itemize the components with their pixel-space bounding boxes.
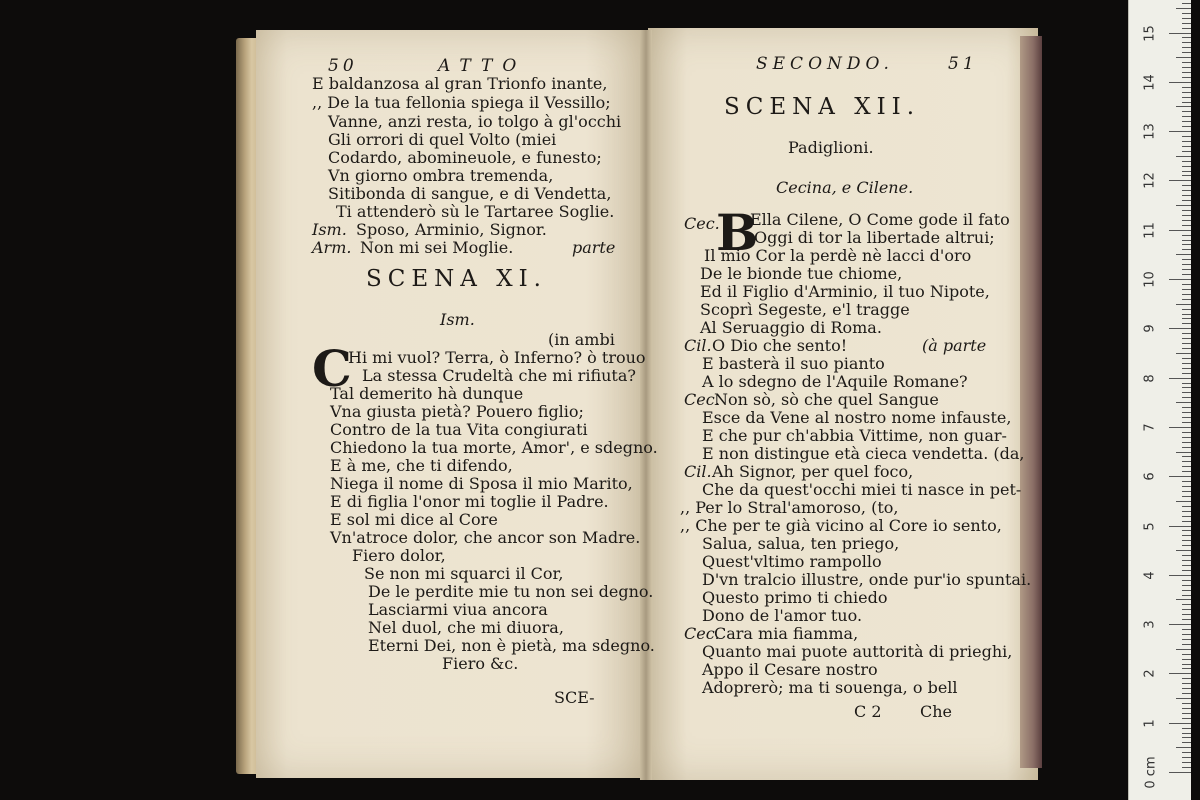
ruler-tick	[1182, 590, 1191, 591]
ruler-tick	[1182, 146, 1191, 147]
ruler-tick	[1182, 634, 1191, 635]
ruler-tick	[1182, 713, 1191, 714]
scene-characters: Cecina, e Cilene.	[776, 178, 914, 197]
setting: Padiglioni.	[788, 138, 874, 157]
ruler-tick	[1182, 422, 1191, 423]
cil-2-line-9: Dono de l'amor tuo.	[702, 606, 863, 625]
ruler-tick	[1182, 92, 1191, 93]
cil-1-line-2: E basterà il suo pianto	[702, 354, 885, 373]
ruler-tick	[1182, 294, 1191, 295]
aria-line-2: Se non mi squarci il Cor,	[364, 564, 564, 583]
ruler-tick	[1182, 752, 1191, 753]
left-character: Ism.	[440, 310, 475, 329]
ruler-tick	[1182, 225, 1191, 226]
cil-2-line-6: Quest'vltimo rampollo	[702, 552, 882, 571]
cil-2-line-4: ,, Che per te già vicino al Core io sento,	[680, 516, 1002, 535]
ruler-tick	[1176, 57, 1191, 58]
ruler-tick	[1182, 102, 1191, 103]
ruler-tick	[1182, 540, 1191, 541]
cil-2-line-2: Che da quest'occhi miei ti nasce in pet-	[702, 480, 1022, 499]
ruler-tick	[1182, 545, 1191, 546]
ruler-label: 2	[1142, 669, 1158, 679]
ruler-tick	[1182, 136, 1191, 137]
cec-3-line-4: Adoprerò; ma ti souenga, o bell	[702, 678, 958, 697]
ruler-tick	[1182, 235, 1191, 236]
ruler-tick	[1182, 190, 1191, 191]
aria-line-7: Fiero &c.	[442, 654, 519, 673]
ruler-tick	[1182, 215, 1191, 216]
ruler-tick	[1169, 575, 1191, 576]
ruler-label: 6	[1142, 472, 1158, 481]
ruler-tick	[1182, 244, 1191, 245]
ruler-tick	[1182, 323, 1191, 324]
ruler-tick	[1176, 698, 1191, 699]
measurement-ruler	[1128, 0, 1191, 800]
ruler-tick	[1169, 624, 1191, 625]
ruler-label: 15	[1142, 24, 1158, 42]
ruler-tick	[1182, 28, 1191, 29]
ruler-label: 9	[1142, 324, 1158, 333]
ruler-tick	[1182, 166, 1191, 167]
ruler-tick	[1182, 565, 1191, 566]
ruler-tick	[1182, 3, 1191, 4]
ruler-label: 11	[1142, 221, 1158, 239]
left-body-2: Vna giusta pietà? Pouero figlio;	[330, 402, 584, 421]
ruler-tick	[1182, 491, 1191, 492]
left-line-2: ,, De la tua fellonia spiega il Vessillo;	[312, 93, 611, 112]
cil-1-line-3: A lo sdegno de l'Aquile Romane?	[702, 372, 968, 391]
aside-in-ambi: (in ambi	[548, 330, 615, 349]
ruler-tick	[1176, 353, 1191, 354]
ruler-tick	[1182, 171, 1191, 172]
left-scene-heading: SCENA XI.	[366, 266, 547, 292]
left-running-head: ATTO	[438, 56, 527, 76]
ruler-tick	[1182, 555, 1191, 556]
ruler-tick	[1182, 737, 1191, 738]
left-page-number: 50	[328, 56, 358, 76]
left-line-5: Codardo, abomineuole, e funesto;	[328, 148, 602, 167]
ruler-tick	[1182, 595, 1191, 596]
cec-line-2: Non sò, sò che quel Sangue	[714, 390, 939, 409]
cil-line-1: O Dio che sento!	[712, 336, 848, 355]
cec-2-line-3: E che pur ch'abbia Vittime, non guar-	[702, 426, 1007, 445]
ruler-tick	[1182, 338, 1191, 339]
left-body-9: Vn'atroce dolor, che ancor son Madre.	[330, 528, 641, 547]
ruler-tick	[1182, 757, 1191, 758]
aria-line-3: De le perdite mie tu non sei degno.	[368, 582, 654, 601]
ruler-tick	[1182, 466, 1191, 467]
right-running-head: SECONDO.	[756, 54, 894, 74]
ruler-tick	[1169, 131, 1191, 132]
speaker-cec-3: Cec.	[684, 624, 720, 643]
ruler-tick	[1182, 570, 1191, 571]
ruler-tick	[1182, 585, 1191, 586]
ruler-tick	[1182, 506, 1191, 507]
ruler-tick	[1182, 87, 1191, 88]
ruler-tick	[1182, 111, 1191, 112]
right-cec-1-line-4: Scoprì Segeste, e'l tragge	[700, 300, 910, 319]
cec-2-line-4: E non distingue età cieca vendetta. (da,	[702, 444, 1025, 463]
ruler-tick	[1176, 106, 1191, 107]
ruler-tick	[1182, 703, 1191, 704]
ruler-tick	[1182, 175, 1191, 176]
ruler-tick	[1169, 328, 1191, 329]
ruler-tick	[1182, 77, 1191, 78]
ruler-tick	[1182, 47, 1191, 48]
ruler-tick	[1182, 62, 1191, 63]
ruler-tick	[1182, 314, 1191, 315]
ruler-tick	[1182, 259, 1191, 260]
ruler-tick	[1182, 151, 1191, 152]
ruler-tick	[1182, 668, 1191, 669]
ruler-tick	[1182, 659, 1191, 660]
right-cec-1-line-2: De le bionde tue chiome,	[700, 264, 903, 283]
left-body-1: Tal demerito hà dunque	[330, 384, 524, 403]
ruler-tick	[1182, 664, 1191, 665]
ruler-tick	[1182, 249, 1191, 250]
ruler-tick	[1182, 560, 1191, 561]
cil-2-line-8: Questo primo ti chiedo	[702, 588, 888, 607]
ruler-tick	[1176, 156, 1191, 157]
aria-line-5: Nel duol, che mi diuora,	[368, 618, 564, 637]
cil-line-2: Ah Signor, per quel foco,	[712, 462, 914, 481]
ruler-tick	[1182, 18, 1191, 19]
ruler-label: 13	[1142, 123, 1158, 140]
ruler-tick	[1182, 333, 1191, 334]
left-line-1: E baldanzosa al gran Trionfo inante,	[312, 74, 608, 93]
left-body-8: E sol mi dice al Core	[330, 510, 498, 529]
ruler-tick	[1176, 649, 1191, 650]
cil-aside-1: (à parte	[922, 336, 987, 355]
aria-line-6: Eterni Dei, non è pietà, ma sdegno.	[368, 636, 655, 655]
ruler-tick	[1182, 72, 1191, 73]
ruler-tick	[1182, 629, 1191, 630]
ruler-tick	[1182, 456, 1191, 457]
ruler-tick	[1169, 427, 1191, 428]
ruler-tick	[1176, 205, 1191, 206]
ruler-tick	[1182, 511, 1191, 512]
ruler-tick	[1182, 126, 1191, 127]
ruler-tick	[1182, 368, 1191, 369]
ruler-tick	[1182, 37, 1191, 38]
ruler-tick	[1182, 392, 1191, 393]
arm-aside: parte	[572, 238, 616, 257]
ruler-tick	[1182, 185, 1191, 186]
ruler-tick	[1169, 378, 1191, 379]
ruler-label: 5	[1142, 521, 1158, 531]
right-catchword: Che	[920, 702, 953, 721]
ruler-tick	[1182, 358, 1191, 359]
ruler-label: 4	[1142, 571, 1158, 580]
left-line-7: Sitibonda di sangue, e di Vendetta,	[328, 184, 612, 203]
left-body-3: Contro de la tua Vita congiurati	[330, 420, 588, 439]
speaker-arm: Arm.	[312, 238, 352, 257]
ruler-tick	[1182, 767, 1191, 768]
ruler-tick	[1182, 195, 1191, 196]
cec-line-3: Cara mia fiamma,	[714, 624, 859, 643]
ruler-tick	[1182, 678, 1191, 679]
ruler-tick	[1182, 348, 1191, 349]
right-second-line: Oggi di tor la libertade altrui;	[754, 228, 995, 247]
ruler-tick	[1182, 718, 1191, 719]
ruler-tick	[1182, 210, 1191, 211]
speaker-cil-1: Cil.	[684, 336, 712, 355]
speaker-cec-1: Cec.	[684, 214, 720, 233]
ruler-tick	[1182, 516, 1191, 517]
ruler-tick	[1182, 417, 1191, 418]
ruler-tick	[1182, 309, 1191, 310]
ism-line-text: Sposo, Arminio, Signor.	[356, 220, 547, 239]
ruler-tick	[1182, 708, 1191, 709]
ruler-tick	[1182, 619, 1191, 620]
ruler-tick	[1182, 535, 1191, 536]
ruler-tick	[1182, 42, 1191, 43]
left-line-3: Vanne, anzi resta, io tolgo à gl'occhi	[328, 112, 622, 131]
ruler-tick	[1169, 230, 1191, 231]
ruler-tick	[1182, 461, 1191, 462]
ruler-label: 3	[1142, 620, 1158, 629]
left-line-8: Ti attenderò sù le Tartaree Soglie.	[336, 202, 615, 221]
ruler-tick	[1182, 274, 1191, 275]
right-dropcap: B	[716, 203, 759, 262]
cec-3-line-3: Appo il Cesare nostro	[702, 660, 878, 679]
ruler-tick	[1182, 486, 1191, 487]
cil-2-line-3: ,, Per lo Stral'amoroso, (to,	[680, 498, 899, 517]
cil-2-line-7: D'vn tralcio illustre, onde pur'io spuntai.	[702, 570, 1032, 589]
ruler-tick	[1182, 387, 1191, 388]
right-scene-heading: SCENA XII.	[724, 94, 921, 120]
ruler-tick	[1176, 8, 1191, 9]
ruler-tick	[1182, 318, 1191, 319]
left-body-5: E à me, che ti difendo,	[330, 456, 513, 475]
ruler-tick	[1182, 289, 1191, 290]
left-body-4: Chiedono la tua morte, Amor', e sdegno.	[330, 438, 658, 457]
ruler-tick	[1182, 683, 1191, 684]
ruler-tick	[1169, 723, 1191, 724]
ruler-tick	[1182, 447, 1191, 448]
ruler-tick	[1169, 180, 1191, 181]
ruler-tick	[1182, 97, 1191, 98]
left-body-6: Niega il nome di Sposa il mio Marito,	[330, 474, 633, 493]
right-page-number: 51	[948, 54, 978, 74]
ruler-tick	[1182, 481, 1191, 482]
ruler-tick	[1182, 383, 1191, 384]
book-right-edge	[1020, 36, 1042, 768]
ruler-tick	[1182, 363, 1191, 364]
ruler-tick	[1182, 604, 1191, 605]
ruler-tick	[1176, 599, 1191, 600]
ruler-tick	[1169, 673, 1191, 674]
ruler-tick	[1182, 52, 1191, 53]
cec-2-line-2: Esce da Vene al nostro nome infauste,	[702, 408, 1012, 427]
ruler-tick	[1182, 397, 1191, 398]
signature-mark: C 2	[854, 702, 882, 721]
ruler-tick	[1182, 644, 1191, 645]
ruler-tick	[1182, 200, 1191, 201]
ruler-tick	[1182, 580, 1191, 581]
left-catchword: SCE-	[554, 688, 595, 707]
right-first-line: Ella Cilene, O Come gode il fato	[750, 210, 1010, 229]
ruler-tick	[1182, 733, 1191, 734]
left-body-7: E di figlia l'onor mi toglie il Padre.	[330, 492, 609, 511]
ruler-tick	[1169, 279, 1191, 280]
left-first-line: Hi mi vuol? Terra, ò Inferno? ò trouo	[348, 348, 646, 367]
ruler-tick	[1176, 254, 1191, 255]
ruler-tick	[1182, 688, 1191, 689]
ruler-label: 8	[1142, 373, 1158, 383]
ruler-label: 14	[1142, 74, 1158, 91]
ruler-tick	[1182, 609, 1191, 610]
ruler-tick	[1182, 442, 1191, 443]
right-cec-1-line-3: Ed il Figlio d'Arminio, il tuo Nipote,	[700, 282, 990, 301]
ruler-tick	[1169, 82, 1191, 83]
ruler-tick	[1182, 412, 1191, 413]
ruler-tick	[1182, 407, 1191, 408]
ruler-label: 10	[1142, 271, 1158, 288]
speaker-cil-2: Cil.	[684, 462, 712, 481]
aria-line-1: Fiero dolor,	[352, 546, 446, 565]
ruler-tick	[1182, 437, 1191, 438]
ruler-tick	[1182, 116, 1191, 117]
ruler-tick	[1176, 501, 1191, 502]
ruler-label: 12	[1142, 172, 1158, 190]
book-gutter	[640, 30, 652, 780]
ruler-tick	[1182, 471, 1191, 472]
ruler-tick	[1182, 299, 1191, 300]
ruler-tick	[1182, 13, 1191, 14]
ruler-tick	[1182, 67, 1191, 68]
ruler-tick	[1182, 121, 1191, 122]
ruler-tick	[1169, 476, 1191, 477]
ruler-label: 1	[1142, 719, 1158, 728]
ruler-tick	[1176, 304, 1191, 305]
ruler-tick	[1182, 264, 1191, 265]
right-cec-1-line-5: Al Seruaggio di Roma.	[700, 318, 882, 337]
ruler-label: 0 cm	[1143, 756, 1159, 789]
left-dropcap: C	[312, 339, 352, 398]
ruler-label: 7	[1142, 423, 1158, 432]
ruler-tick	[1182, 23, 1191, 24]
ruler-tick	[1182, 220, 1191, 221]
speaker-cec-2: Cec.	[684, 390, 720, 409]
ruler-tick	[1182, 530, 1191, 531]
ruler-tick	[1176, 747, 1191, 748]
ruler-tick	[1182, 432, 1191, 433]
cec-3-line-2: Quanto mai puote auttorità di prieghi,	[702, 642, 1013, 661]
ruler-tick	[1182, 742, 1191, 743]
left-second-line: La stessa Crudeltà che mi rifiuta?	[362, 366, 636, 385]
ruler-tick	[1182, 693, 1191, 694]
ruler-tick	[1182, 654, 1191, 655]
aria-line-4: Lasciarmi viua ancora	[368, 600, 548, 619]
right-cec-1-line-1: Il mio Cor la perdè nè lacci d'oro	[704, 246, 972, 265]
left-line-4: Gli orrori di quel Volto (miei	[328, 130, 557, 149]
ruler-tick	[1182, 762, 1191, 763]
arm-line-text: Non mi sei Moglie.	[360, 238, 514, 257]
ruler-tick	[1182, 240, 1191, 241]
ruler-tick	[1182, 521, 1191, 522]
left-line-6: Vn giorno ombra tremenda,	[328, 166, 554, 185]
ruler-tick	[1182, 614, 1191, 615]
ruler-tick	[1182, 373, 1191, 374]
speaker-ism: Ism.	[312, 220, 347, 239]
ruler-tick	[1182, 639, 1191, 640]
ruler-tick	[1182, 284, 1191, 285]
ruler-tick	[1176, 550, 1191, 551]
ruler-tick	[1182, 728, 1191, 729]
ruler-tick	[1182, 161, 1191, 162]
ruler-tick	[1182, 141, 1191, 142]
ruler-tick	[1182, 269, 1191, 270]
ruler-tick	[1176, 402, 1191, 403]
ruler-tick	[1169, 526, 1191, 527]
cil-2-line-5: Salua, salua, ten priego,	[702, 534, 900, 553]
ruler-tick	[1182, 343, 1191, 344]
ruler-tick	[1169, 772, 1191, 773]
ruler-tick	[1182, 496, 1191, 497]
ruler-tick	[1176, 452, 1191, 453]
ruler-tick	[1169, 33, 1191, 34]
